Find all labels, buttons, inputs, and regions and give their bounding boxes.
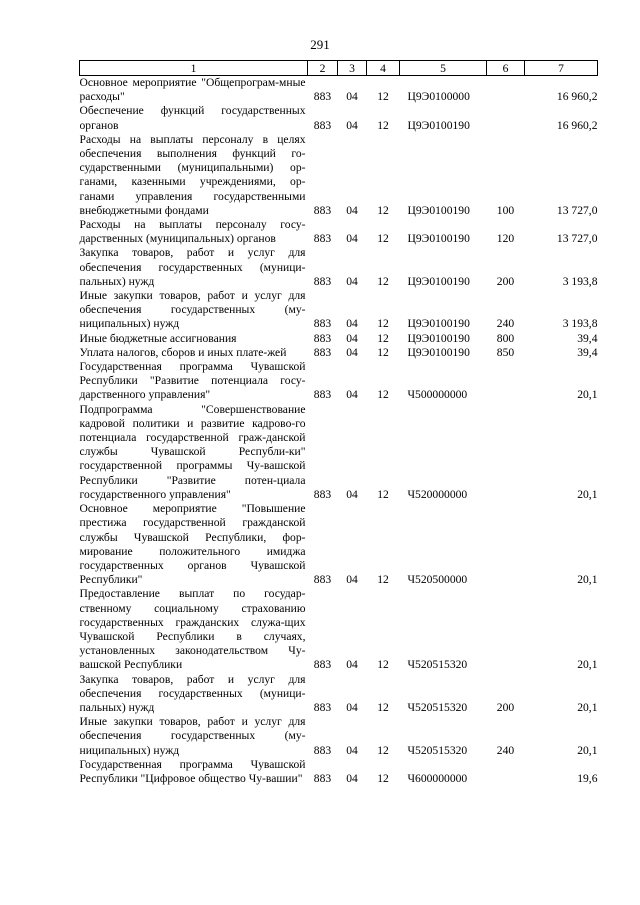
- row-expense-type: 200: [496, 274, 515, 288]
- row-admin-code: 883: [313, 487, 332, 501]
- row-subsection: 12: [377, 345, 389, 359]
- row-description: Иные закупки товаров, работ и услуг для обеспечения государственных (му-ниципальных) нужд: [79, 289, 306, 331]
- row-description: Основное мероприятие "Общепрограм-мные расходы": [79, 76, 306, 104]
- row-amount: 3 193,8: [562, 317, 598, 331]
- row-target-article: Ц9Э0100190: [407, 317, 470, 331]
- header-col-6: 6: [487, 61, 525, 76]
- row-subsection: 12: [377, 203, 389, 217]
- row-amount: 20,1: [577, 743, 598, 757]
- table-row: [80, 587, 598, 672]
- table-row: [80, 76, 598, 105]
- row-target-article: Ч520000000: [407, 487, 468, 501]
- row-amount: 39,4: [577, 331, 598, 345]
- row-subsection: 12: [377, 317, 389, 331]
- row-description: Закупка товаров, работ и услуг для обеспечения государственных (муници-пальных) нужд: [79, 672, 306, 714]
- table-row: [80, 104, 598, 132]
- row-subsection: 12: [377, 700, 389, 714]
- row-section: 04: [346, 232, 358, 246]
- header-col-4: 4: [367, 61, 400, 76]
- row-section: 04: [346, 388, 358, 402]
- row-description: Предоставление выплат по государ-ственному социальному страхованию государственных гражданских служа-щих Чувашской Республики в случаях, установленных законодательством Чу-вашской Республики: [79, 587, 306, 672]
- row-description: Закупка товаров, работ и услуг для обеспечения государственных (муници-пальных) нужд: [79, 246, 306, 288]
- row-section: 04: [346, 771, 358, 785]
- row-target-article: Ц9Э0100190: [407, 203, 470, 217]
- row-section: 04: [346, 203, 358, 217]
- row-section: 04: [346, 331, 358, 345]
- header-col-1: 1: [80, 61, 308, 76]
- table-row: [80, 403, 598, 502]
- row-admin-code: 883: [313, 658, 332, 672]
- row-amount: 3 193,8: [562, 274, 598, 288]
- row-description: Уплата налогов, сборов и иных плате-жей: [79, 345, 287, 359]
- table-row: [80, 673, 598, 716]
- row-target-article: Ч520500000: [407, 573, 468, 587]
- row-admin-code: 883: [313, 118, 332, 132]
- row-amount: 20,1: [577, 658, 598, 672]
- row-target-article: Ц9Э0100190: [407, 232, 470, 246]
- budget-table: [79, 60, 598, 786]
- row-subsection: 12: [377, 274, 389, 288]
- page-number: 291: [310, 37, 330, 52]
- header-col-2: 2: [308, 61, 338, 76]
- table-header: [80, 61, 598, 76]
- row-target-article: Ч600000000: [407, 771, 468, 785]
- row-target-article: Ч520515320: [407, 743, 468, 757]
- row-amount: 20,1: [577, 388, 598, 402]
- row-section: 04: [346, 658, 358, 672]
- row-target-article: Ц9Э0100190: [407, 345, 470, 359]
- row-description: Основное мероприятие "Повышение престижа государственной гражданской службы Чувашской Республики, фор-мирование положительного имиджа государственных органов Чувашской Республики": [79, 502, 306, 587]
- row-target-article: Ц9Э0100190: [407, 118, 470, 132]
- row-expense-type: 200: [496, 700, 515, 714]
- row-target-article: Ч520515320: [407, 658, 468, 672]
- row-expense-type: [487, 502, 525, 587]
- row-admin-code: 883: [313, 274, 332, 288]
- row-amount: 20,1: [577, 487, 598, 501]
- row-admin-code: 883: [313, 388, 332, 402]
- row-amount: 16 960,2: [556, 90, 598, 104]
- row-target-article: Ц9Э0100190: [407, 331, 470, 345]
- row-subsection: 12: [377, 331, 389, 345]
- header-col-5: 5: [400, 61, 487, 76]
- row-target-article: Ц9Э0100000: [407, 90, 470, 104]
- row-description: Государственная программа Чувашской Республики "Развитие потенциала госу-дарственного управления": [79, 360, 306, 402]
- row-admin-code: 883: [313, 90, 332, 104]
- row-amount: 39,4: [577, 345, 598, 359]
- row-admin-code: 883: [313, 203, 332, 217]
- row-subsection: 12: [377, 658, 389, 672]
- row-expense-type: 850: [496, 345, 515, 359]
- row-expense-type: [487, 104, 525, 132]
- row-description: Иные бюджетные ассигнования: [79, 331, 237, 345]
- header-col-7: 7: [525, 61, 598, 76]
- row-subsection: 12: [377, 90, 389, 104]
- row-section: 04: [346, 743, 358, 757]
- row-expense-type: [487, 758, 525, 786]
- row-description: Расходы на выплаты персоналу в целях обеспечения выполнения функций го-сударственными (муниципальными) ор-ганами, казенными учреждениями, ор-ганами управления государственными внебюджетными фондами: [79, 132, 306, 217]
- row-amount: 13 727,0: [556, 232, 598, 246]
- table-row: [80, 332, 598, 346]
- row-amount: 16 960,2: [556, 118, 598, 132]
- row-expense-type: 240: [496, 317, 515, 331]
- table-body: [80, 76, 598, 787]
- row-subsection: 12: [377, 743, 389, 757]
- row-amount: 13 727,0: [556, 203, 598, 217]
- row-section: 04: [346, 345, 358, 359]
- row-admin-code: 883: [313, 331, 332, 345]
- table-row: [80, 360, 598, 403]
- row-admin-code: 883: [313, 700, 332, 714]
- row-admin-code: 883: [313, 771, 332, 785]
- row-amount: 20,1: [577, 573, 598, 587]
- row-section: 04: [346, 274, 358, 288]
- row-admin-code: 883: [313, 573, 332, 587]
- header-col-3: 3: [338, 61, 367, 76]
- row-target-article: Ч520515320: [407, 700, 468, 714]
- table-row: [80, 758, 598, 786]
- row-subsection: 12: [377, 388, 389, 402]
- row-admin-code: 883: [313, 743, 332, 757]
- row-expense-type: [487, 587, 525, 672]
- row-description: Подпрограмма "Совершенствование кадровой политики и развитие кадрово-го потенциала государственной граж-данской службы Чувашской Республи-ки" государственной программы Чу-вашской Республики "Развитие потен-циала государственного управления": [79, 402, 306, 501]
- row-section: 04: [346, 573, 358, 587]
- row-target-article: Ч500000000: [407, 388, 468, 402]
- row-expense-type: 800: [496, 331, 515, 345]
- header-row: [80, 61, 598, 76]
- table-row: [80, 715, 598, 758]
- row-expense-type: [487, 403, 525, 502]
- row-expense-type: 100: [496, 203, 515, 217]
- row-section: 04: [346, 118, 358, 132]
- row-subsection: 12: [377, 771, 389, 785]
- row-section: 04: [346, 317, 358, 331]
- row-subsection: 12: [377, 487, 389, 501]
- row-section: 04: [346, 90, 358, 104]
- table-row: [80, 133, 598, 218]
- row-expense-type: 240: [496, 743, 515, 757]
- row-subsection: 12: [377, 232, 389, 246]
- row-expense-type: 120: [496, 232, 515, 246]
- row-admin-code: 883: [313, 317, 332, 331]
- row-description: Расходы на выплаты персоналу госу-дарственных (муниципальных) органов: [79, 218, 306, 246]
- row-subsection: 12: [377, 573, 389, 587]
- row-amount: 19,6: [577, 771, 598, 785]
- row-admin-code: 883: [313, 345, 332, 359]
- table-row: [80, 346, 598, 360]
- row-description: Иные закупки товаров, работ и услуг для обеспечения государственных (му-ниципальных) нужд: [79, 715, 306, 757]
- table-row: [80, 218, 598, 246]
- row-subsection: 12: [377, 118, 389, 132]
- row-section: 04: [346, 700, 358, 714]
- row-admin-code: 883: [313, 232, 332, 246]
- table-row: [80, 289, 598, 332]
- row-expense-type: [487, 360, 525, 403]
- table-row: [80, 246, 598, 289]
- row-description: Государственная программа Чувашской Республики "Цифровое общество Чу-вашии": [79, 757, 306, 785]
- row-expense-type: [487, 76, 525, 105]
- row-target-article: Ц9Э0100190: [407, 274, 470, 288]
- row-amount: 20,1: [577, 700, 598, 714]
- table-row: [80, 502, 598, 587]
- row-section: 04: [346, 487, 358, 501]
- row-description: Обеспечение функций государственных органов: [79, 104, 306, 132]
